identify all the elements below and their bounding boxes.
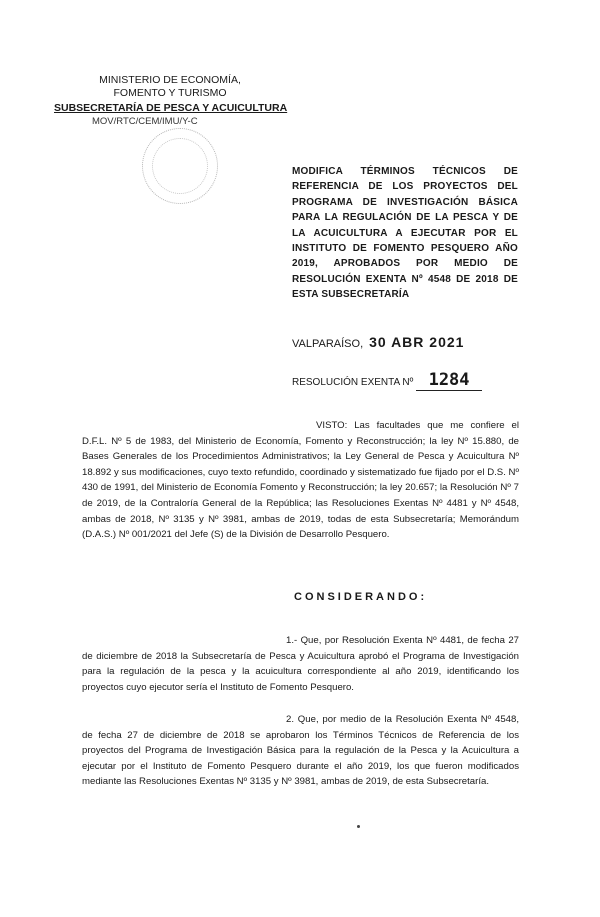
resolution-label: RESOLUCIÓN EXENTA Nº: [292, 377, 414, 388]
ministry-name: MINISTERIO DE ECONOMÍA,: [99, 74, 241, 86]
date-stamp: 30 ABR 2021: [369, 334, 465, 350]
considerando-item-1: 1.- Que, por Resolución Exenta Nº 4481, de fecha 27 de diciembre de 2018 la Subsecretaría de Pesca y Acuicultura aprobó el Programa de Investigación para la regulación de la pesca y la acuicultura correspondiente al año 2019, identificando los proyectos cuyo ejecutor sería el Instituto de Fomento Pesquero.: [82, 635, 519, 693]
page-mark: [357, 825, 360, 828]
document-title: MODIFICA TÉRMINOS TÉCNICOS DE REFERENCIA DE LOS PROYECTOS DEL PROGRAMA DE INVESTIGACIÓN BÁSICA PARA LA REGULACIÓN DE LA PESCA Y DE LA ACUICULTURA A EJECUTAR POR EL INSTITUTO DE FOMENTO PESQUERO AÑO 2019, APROBADOS POR MEDIO DE RESOLUCIÓN EXENTA Nº 4548 DE 2018 DE ESTA SUBSECRETARÍA: [292, 166, 518, 301]
visto-paragraph: VISTO: Las facultades que me confiere el D.F.L. Nº 5 de 1983, del Ministerio de Economía, Fomento y Reconstrucción; la ley Nº 15.880, de Bases Generales de los Procedimientos Administrativos; la Ley General de Pesca y Acuicultura Nº 18.892 y sus modificaciones, cuyo texto refundido, coordinado y sistematizado fue fijado por el D.S. Nº 430 de 1991, del Ministerio de Economía Fomento y Reconstrucción; la ley 20.657; la Resolución Nº 7 de 2019, de la Contraloría General de la República; las Resoluciones Exentas Nº 4481 y Nº 4548, ambas de 2018, Nº 3135 y Nº 3981, ambas de 2019, todas de esta Subsecretaría; Memorándum (D.A.S.) Nº 001/2021 del Jefe (S) de la División de Desarrollo Pesquero.: [82, 420, 519, 541]
subsecretaria-name: SUBSECRETARÍA DE PESCA Y ACUICULTURA: [54, 102, 288, 114]
resolution-number: 1284: [416, 370, 482, 391]
ministry-name-line2: FOMENTO Y TURISMO: [113, 87, 227, 99]
date-place: VALPARAÍSO,: [292, 338, 364, 350]
resolution-line: [292, 370, 482, 391]
reference-code: MOV/RTC/CEM/IMU/Y-C: [92, 116, 198, 127]
official-seal-inner: [152, 138, 208, 194]
date-line: [292, 334, 464, 350]
considerando-item-2: 2. Que, por medio de la Resolución Exenta Nº 4548, de fecha 27 de diciembre de 2018 se aprobaron los Términos Técnicos de Referencia de los proyectos del Programa de Investigación Básica para la regulación de la Pesca y la Acuicultura a ejecutar por el Instituto de Fomento Pesquero durante el año 2019, los que fueron modificados mediante las Resoluciones Exentas Nº 3135 y Nº 3981, ambas de 2019, de esta Subsecretaría.: [82, 714, 519, 788]
considerando-heading: CONSIDERANDO:: [294, 591, 428, 603]
ministry-header: [70, 74, 270, 100]
